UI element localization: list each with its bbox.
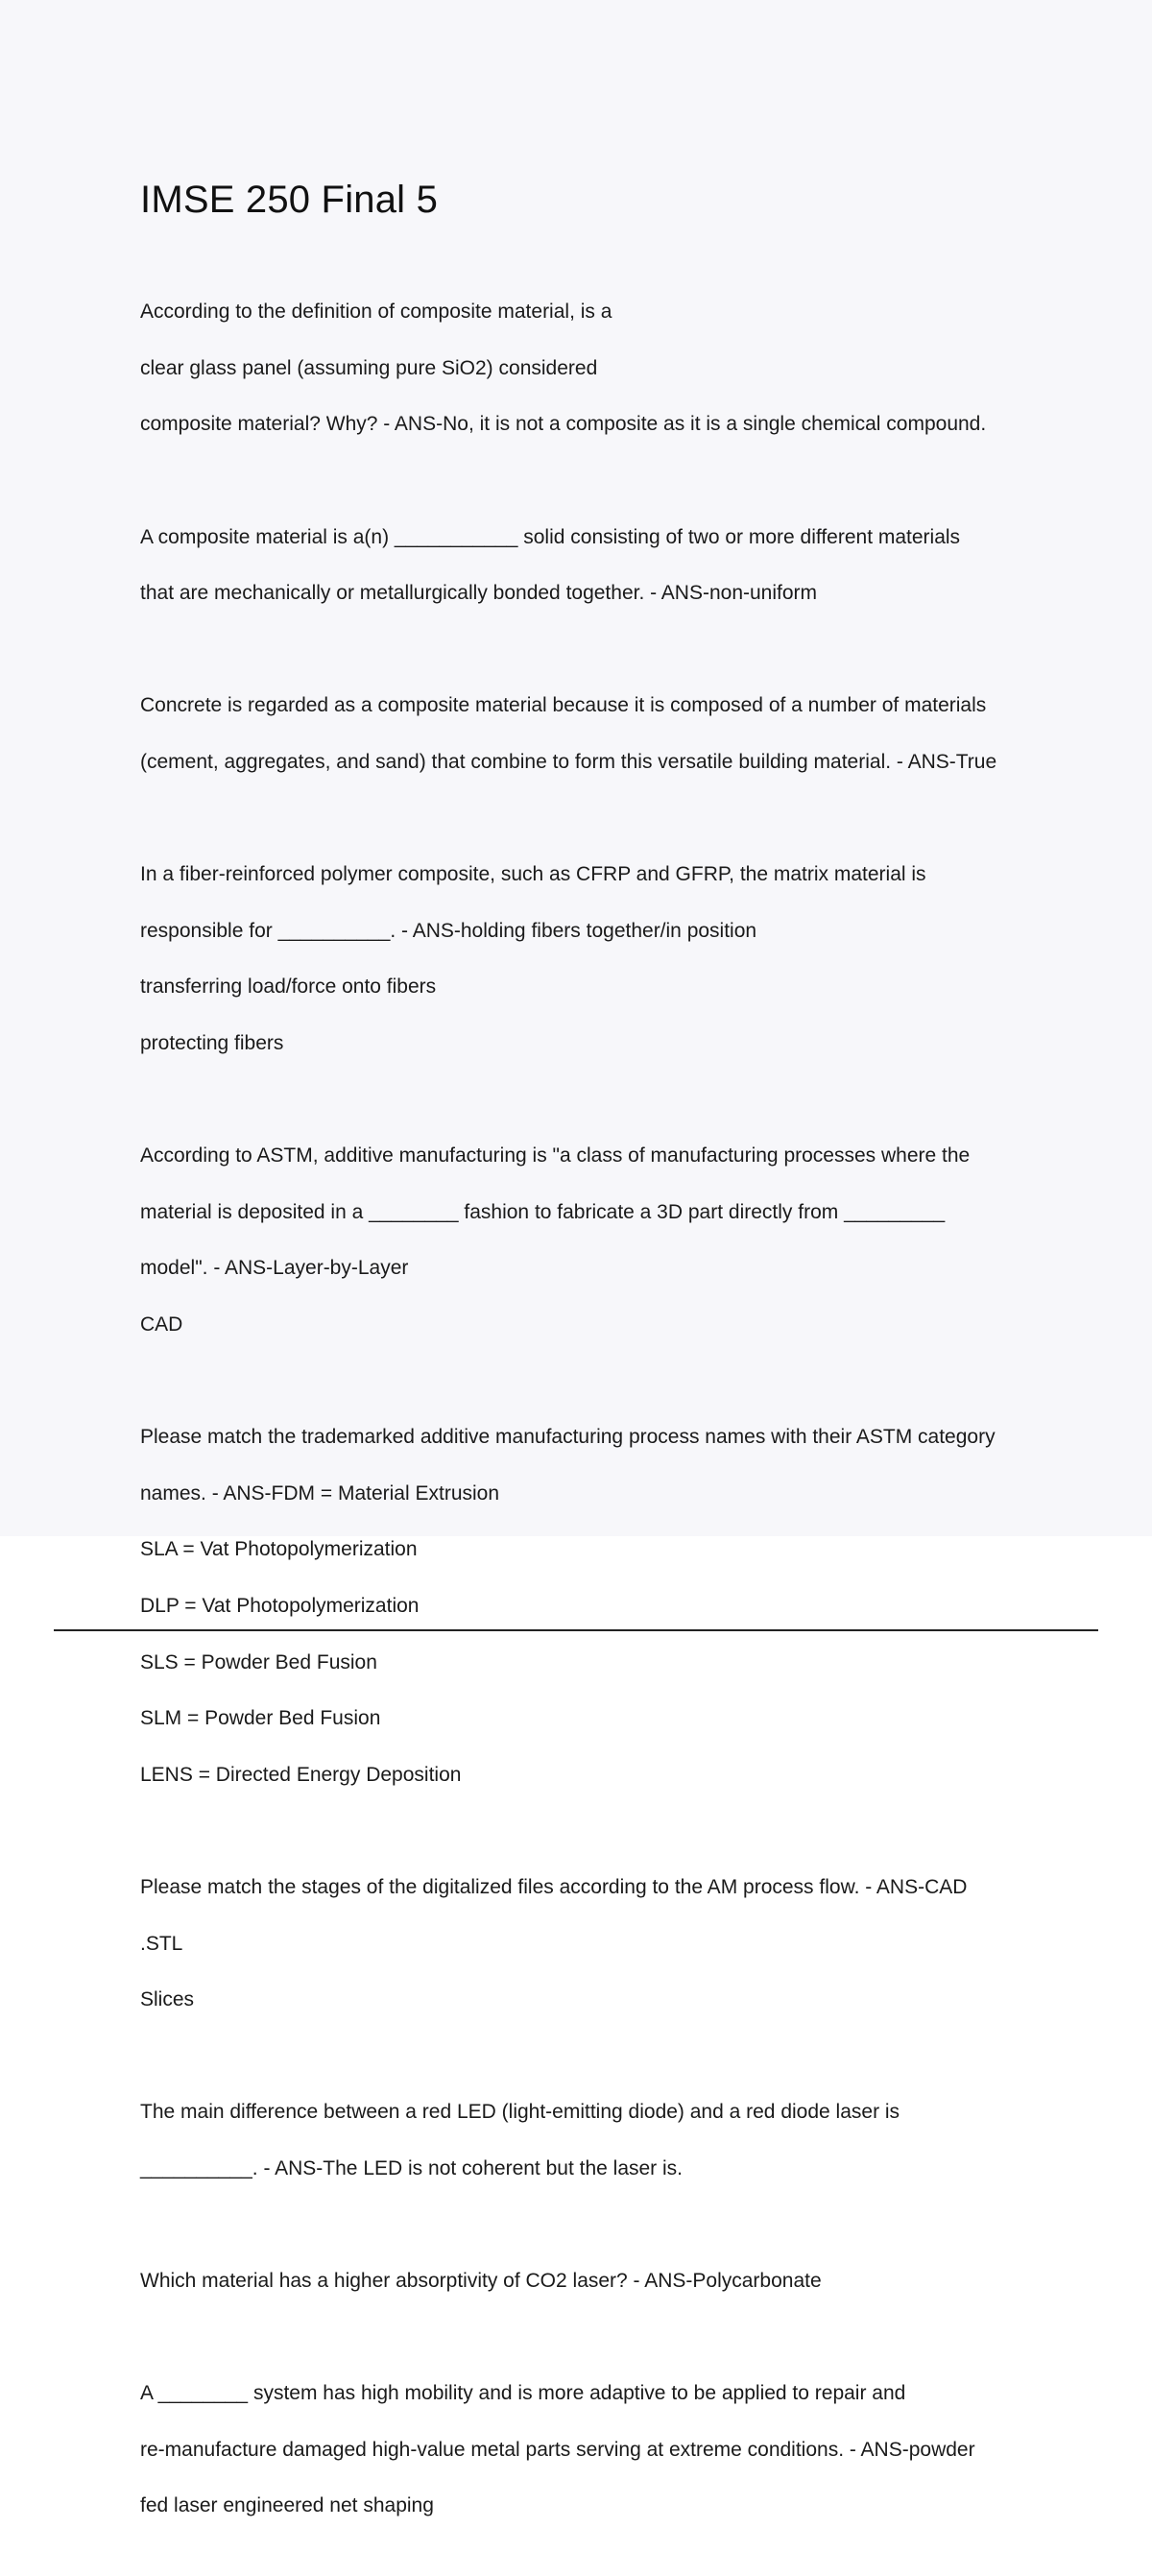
qa-item-4 [140,832,1052,1086]
qa-item-7 [140,1845,1052,2042]
footer-divider [54,1629,1098,1631]
qa-line: The main difference between a red LED (light-emitting diode) and a red diode laser is [140,2101,900,2124]
qa-line: SLM = Powder Bed Fusion [140,1707,381,1730]
qa-line: SLA = Vat Photopolymerization [140,1538,418,1561]
qa-line: According to the definition of composite material, is a [140,301,612,324]
document-title: IMSE 250 Final 5 [140,179,439,221]
qa-list [140,270,1052,2576]
qa-item-6 [140,1395,1052,1817]
qa-line: clear glass panel (assuming pure SiO2) considered [140,356,598,379]
qa-line: Please match the stages of the digitalized files according to the AM process flow. - ANS-CAD [140,1875,968,1898]
qa-line: SLS = Powder Bed Fusion [140,1650,377,1673]
qa-line: Concrete is regarded as a composite material because it is composed of a number of materials [140,694,987,717]
qa-line: In a fiber-reinforced polymer composite, such as CFRP and GFRP, the matrix material is [140,863,926,886]
qa-line: material is deposited in a ________ fashion to fabricate a 3D part directly from _________ [140,1200,946,1223]
qa-line: A composite material is a(n) ___________ solid consisting of two or more different materials [140,525,961,548]
qa-item-8 [140,2070,1052,2210]
qa-line: composite material? Why? - ANS-No, it is not a composite as it is a single chemical compound. [140,413,987,436]
qa-item-1 [140,270,1052,467]
qa-item-9 [140,2239,1052,2323]
qa-line: transferring load/force onto fibers [140,975,437,999]
qa-line: A ________ system has high mobility and is more adaptive to be applied to repair and [140,2382,906,2405]
qa-line: __________. - ANS-The LED is not coherent but the laser is. [140,2156,684,2179]
qa-line: re-manufacture damaged high-value metal parts serving at extreme conditions. - ANS-powder [140,2438,975,2461]
qa-line: fed laser engineered net shaping [140,2494,434,2517]
qa-line: Please match the trademarked additive manufacturing process names with their ASTM category [140,1426,996,1449]
qa-line: model". - ANS-Layer-by-Layer [140,1257,409,1280]
qa-line: .STL [140,1932,183,1955]
qa-line: that are mechanically or metallurgically bonded together. - ANS-non-uniform [140,582,818,605]
qa-item-5 [140,1114,1052,1367]
qa-line: Slices [140,1988,195,2011]
qa-line: names. - ANS-FDM = Material Extrusion [140,1481,500,1505]
qa-line: CAD [140,1312,183,1336]
qa-line: responsible for __________. - ANS-holding fibers together/in position [140,919,757,942]
qa-line: LENS = Directed Energy Deposition [140,1763,462,1786]
qa-line: DLP = Vat Photopolymerization [140,1594,420,1617]
qa-item-2 [140,494,1052,635]
qa-line: Which material has a higher absorptivity of CO2 laser? - ANS-Polycarbonate [140,2270,822,2293]
qa-line: protecting fibers [140,1032,284,1055]
qa-line: (cement, aggregates, and sand) that combine to form this versatile building material. - ANS-True [140,751,997,774]
qa-item-3 [140,663,1052,804]
qa-line: According to ASTM, additive manufacturing is "a class of manufacturing processes where the [140,1144,971,1168]
qa-item-10 [140,2351,1052,2548]
